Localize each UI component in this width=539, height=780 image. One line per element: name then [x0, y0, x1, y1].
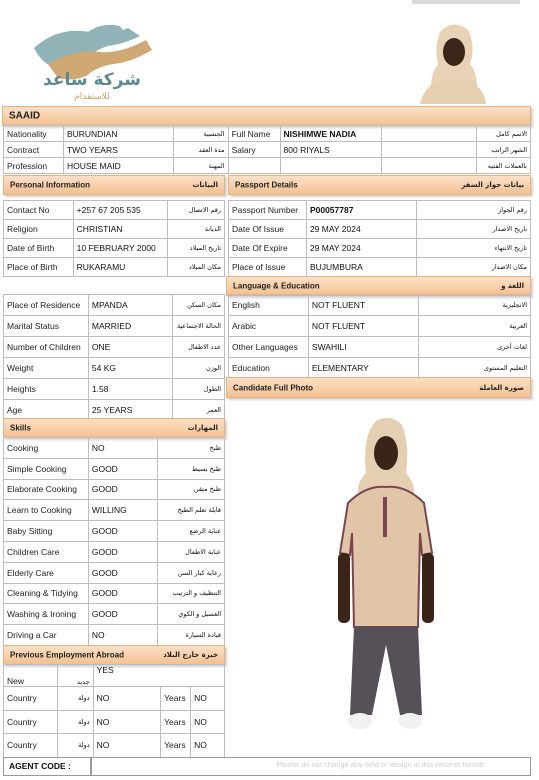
- country-arabic-label: دولة: [57, 734, 93, 758]
- field-value: P00057787: [306, 201, 416, 220]
- field-label: Driving a Car: [4, 625, 89, 646]
- years-label: Years: [161, 734, 191, 758]
- field-label: Heights: [4, 379, 89, 400]
- years-label: Years: [161, 710, 191, 734]
- field-value: NOT FLUENT: [308, 295, 418, 316]
- field-arabic-label: التنظيف و الترتيب: [158, 583, 225, 604]
- country-label: Country: [4, 734, 58, 758]
- passport-row: [229, 220, 531, 239]
- field-arabic-label: المهنة: [173, 158, 228, 174]
- field-value: GOOD: [88, 521, 157, 542]
- field-spacer: [382, 158, 477, 174]
- field-label: Number of Children: [4, 337, 89, 358]
- table-row: [4, 158, 531, 174]
- employment-country-row: [4, 734, 225, 758]
- table-row: [4, 126, 531, 142]
- personal-row: [4, 220, 225, 239]
- personal-info-table: [3, 200, 225, 277]
- field-value: HOUSE MAID: [63, 158, 173, 174]
- skills-band: Skills المهارات: [3, 418, 225, 438]
- field-value: GOOD: [88, 604, 157, 625]
- field-value: [280, 158, 382, 174]
- field-label: Cooking: [4, 438, 89, 459]
- employment-new-value: YES: [93, 665, 224, 687]
- basic-info-table: [3, 125, 531, 174]
- page-title: SAAID: [9, 110, 41, 122]
- field-value: 25 YEARS: [88, 400, 172, 421]
- field-arabic-label: قابلة تعلم الطبخ: [158, 500, 225, 521]
- field-label: Children Care: [4, 541, 89, 562]
- field-value: +257 67 205 535: [73, 201, 168, 220]
- field-value: NO: [88, 438, 157, 459]
- field-value: GOOD: [88, 479, 157, 500]
- field-value: ELEMENTARY: [308, 358, 418, 379]
- passport-row: [229, 258, 531, 277]
- field-arabic-label: تاريخ الانتهاء: [416, 239, 530, 258]
- agent-code-label: AGENT CODE :: [3, 757, 91, 776]
- skill-row: [4, 541, 225, 562]
- field-arabic-label: طبخ بسيط: [158, 458, 225, 479]
- country-arabic-label: دولة: [57, 687, 93, 711]
- field-label: Date Of Issue: [229, 220, 307, 239]
- field-arabic-label: طبخ: [158, 438, 225, 459]
- field-label: Education: [229, 358, 309, 379]
- field-label: Marital Status: [4, 316, 89, 337]
- residence-row: [4, 316, 225, 337]
- field-arabic-label: الانجليزية: [418, 295, 530, 316]
- personal-row: [4, 258, 225, 277]
- field-value: GOOD: [88, 458, 157, 479]
- field-value: NO: [88, 625, 157, 646]
- field-value: NISHIMWE NADIA: [280, 126, 382, 142]
- country-arabic-label: دولة: [57, 710, 93, 734]
- field-spacer: [382, 142, 477, 158]
- field-value: 29 MAY 2024: [306, 220, 416, 239]
- field-value: 29 MAY 2024: [306, 239, 416, 258]
- field-label: Other Languages: [229, 337, 309, 358]
- skill-row: [4, 521, 225, 542]
- language-row: [229, 358, 531, 379]
- field-value: GOOD: [88, 562, 157, 583]
- field-label: Place of Birth: [4, 258, 74, 277]
- residence-row: [4, 358, 225, 379]
- field-label: Profession: [4, 158, 64, 174]
- field-value: CHRISTIAN: [73, 220, 168, 239]
- field-label: Washing & Ironing: [4, 604, 89, 625]
- table-row: [4, 142, 531, 158]
- field-arabic-label: مكان السكن: [173, 295, 225, 316]
- field-value: SWAHILI: [308, 337, 418, 358]
- candidate-portrait: [418, 16, 488, 104]
- language-row: [229, 316, 531, 337]
- field-arabic-label: التعليم المستوى: [418, 358, 530, 379]
- skills-table: [3, 437, 225, 646]
- employment-band: Previous Employment Abroad خبرة خارج البلاد: [3, 645, 225, 665]
- field-value: MARRIED: [88, 316, 172, 337]
- employment-new-row: [4, 665, 225, 687]
- field-arabic-label: الغسيل و الكوي: [158, 604, 225, 625]
- skill-row: [4, 583, 225, 604]
- passport-row: [229, 239, 531, 258]
- passport-table: [228, 200, 531, 277]
- field-label: Baby Sitting: [4, 521, 89, 542]
- field-label: Learn to Cooking: [4, 500, 89, 521]
- field-arabic-label: مدة العقد: [173, 142, 228, 158]
- footer-note: Please do not change any field or design in this resume format: [276, 760, 484, 769]
- title-band: [2, 106, 531, 126]
- employment-new-label: New: [4, 665, 58, 687]
- field-arabic-label: الطول: [173, 379, 225, 400]
- field-value: 54 KG: [88, 358, 172, 379]
- residence-row: [4, 295, 225, 316]
- field-value: WILLING: [88, 500, 157, 521]
- field-arabic-label: قيادة السيارة: [158, 625, 225, 646]
- logo-subtitle: للاستقدام: [74, 92, 110, 102]
- employment-country-row: [4, 710, 225, 734]
- field-label: Passport Number: [229, 201, 307, 220]
- employment-new-arabic: جديد: [57, 665, 93, 687]
- years-value: NO: [191, 710, 225, 734]
- field-value: TWO YEARS: [63, 142, 173, 158]
- field-value: ONE: [88, 337, 172, 358]
- top-bar: [412, 0, 520, 4]
- language-table: [228, 294, 531, 379]
- field-value: 10 FEBRUARY 2000: [73, 239, 168, 258]
- field-value: GOOD: [88, 541, 157, 562]
- field-arabic-label: طبخ متقن: [158, 479, 225, 500]
- passport-details-band: Passport Details بيانات جواز السفر: [228, 175, 531, 195]
- field-value: GOOD: [88, 583, 157, 604]
- language-row: [229, 295, 531, 316]
- country-label: Country: [4, 710, 58, 734]
- field-label: [228, 158, 280, 174]
- country-value: NO: [93, 687, 161, 711]
- residence-row: [4, 337, 225, 358]
- field-arabic-label: مكان الاصدار: [416, 258, 530, 277]
- field-spacer: [382, 126, 477, 142]
- field-value: 1.58: [88, 379, 172, 400]
- field-label: Age: [4, 400, 89, 421]
- skill-row: [4, 458, 225, 479]
- field-label: Date Of Expire: [229, 239, 307, 258]
- employment-table: [3, 664, 225, 758]
- field-arabic-label: رعاية كبار السن: [158, 562, 225, 583]
- skill-row: [4, 562, 225, 583]
- field-label: Arabic: [229, 316, 309, 337]
- country-value: NO: [93, 734, 161, 758]
- candidate-photo-band: Candidate Full Photo صورة العاملة: [226, 377, 531, 398]
- personal-row: [4, 239, 225, 258]
- skill-row: [4, 625, 225, 646]
- field-label: English: [229, 295, 309, 316]
- personal-row: [4, 201, 225, 220]
- field-value: MPANDA: [88, 295, 172, 316]
- field-arabic-label: الديانة: [168, 220, 225, 239]
- field-label: Contact No: [4, 201, 74, 220]
- field-arabic-label: الجنسية: [173, 126, 228, 142]
- field-value: BUJUMBURA: [306, 258, 416, 277]
- field-arabic-label: مكان الميلاد: [168, 258, 225, 277]
- field-label: Simple Cooking: [4, 458, 89, 479]
- field-arabic-label: تاريخ الاصدار: [416, 220, 530, 239]
- skill-row: [4, 500, 225, 521]
- country-value: NO: [93, 710, 161, 734]
- field-value: 800 RIYALS: [280, 142, 382, 158]
- field-value: BURUNDIAN: [63, 126, 173, 142]
- field-arabic-label: الاسم كامل: [477, 126, 531, 142]
- field-arabic-label: عناية الاطفال: [158, 541, 225, 562]
- language-row: [229, 337, 531, 358]
- residence-table: [3, 294, 225, 421]
- field-arabic-label: رقم الجواز: [416, 201, 530, 220]
- passport-row: [229, 201, 531, 220]
- logo-arabic-text: شركة ساعد: [43, 70, 141, 90]
- field-label: Place of Residence: [4, 295, 89, 316]
- field-arabic-label: العربية: [418, 316, 530, 337]
- residence-row: [4, 379, 225, 400]
- field-arabic-label: بالعملات الفتيه: [477, 158, 531, 174]
- skill-row: [4, 438, 225, 459]
- field-label: Place of Issue: [229, 258, 307, 277]
- field-label: Elaborate Cooking: [4, 479, 89, 500]
- field-label: Date of Birth: [4, 239, 74, 258]
- skill-row: [4, 604, 225, 625]
- candidate-full-photo: [326, 415, 444, 743]
- field-label: Contract: [4, 142, 64, 158]
- language-education-band: Language & Education اللغة و: [226, 276, 531, 296]
- employment-country-row: [4, 687, 225, 711]
- field-value: NOT FLUENT: [308, 316, 418, 337]
- field-arabic-label: تاريخ الميلاد: [168, 239, 225, 258]
- field-label: Nationality: [4, 126, 64, 142]
- field-label: Full Name: [228, 126, 280, 142]
- field-label: Religion: [4, 220, 74, 239]
- field-value: RUKARAMU: [73, 258, 168, 277]
- field-label: Salary: [228, 142, 280, 158]
- field-arabic-label: لغات أخرى: [418, 337, 530, 358]
- field-arabic-label: الحالة الاجتماعية: [173, 316, 225, 337]
- field-arabic-label: رقم الاتصال: [168, 201, 225, 220]
- field-arabic-label: عدد الاطفال: [173, 337, 225, 358]
- field-arabic-label: الشهر الراتب: [477, 142, 531, 158]
- field-label: Cleaning & Tidying: [4, 583, 89, 604]
- field-arabic-label: العمر: [173, 400, 225, 421]
- field-arabic-label: عناية الرضع: [158, 521, 225, 542]
- skill-row: [4, 479, 225, 500]
- years-label: Years: [161, 687, 191, 711]
- field-label: Weight: [4, 358, 89, 379]
- years-value: NO: [191, 734, 225, 758]
- personal-info-band: Personal Information البيانات: [3, 175, 225, 195]
- field-arabic-label: الوزن: [173, 358, 225, 379]
- field-label: Elderly Care: [4, 562, 89, 583]
- country-label: Country: [4, 687, 58, 711]
- years-value: NO: [191, 687, 225, 711]
